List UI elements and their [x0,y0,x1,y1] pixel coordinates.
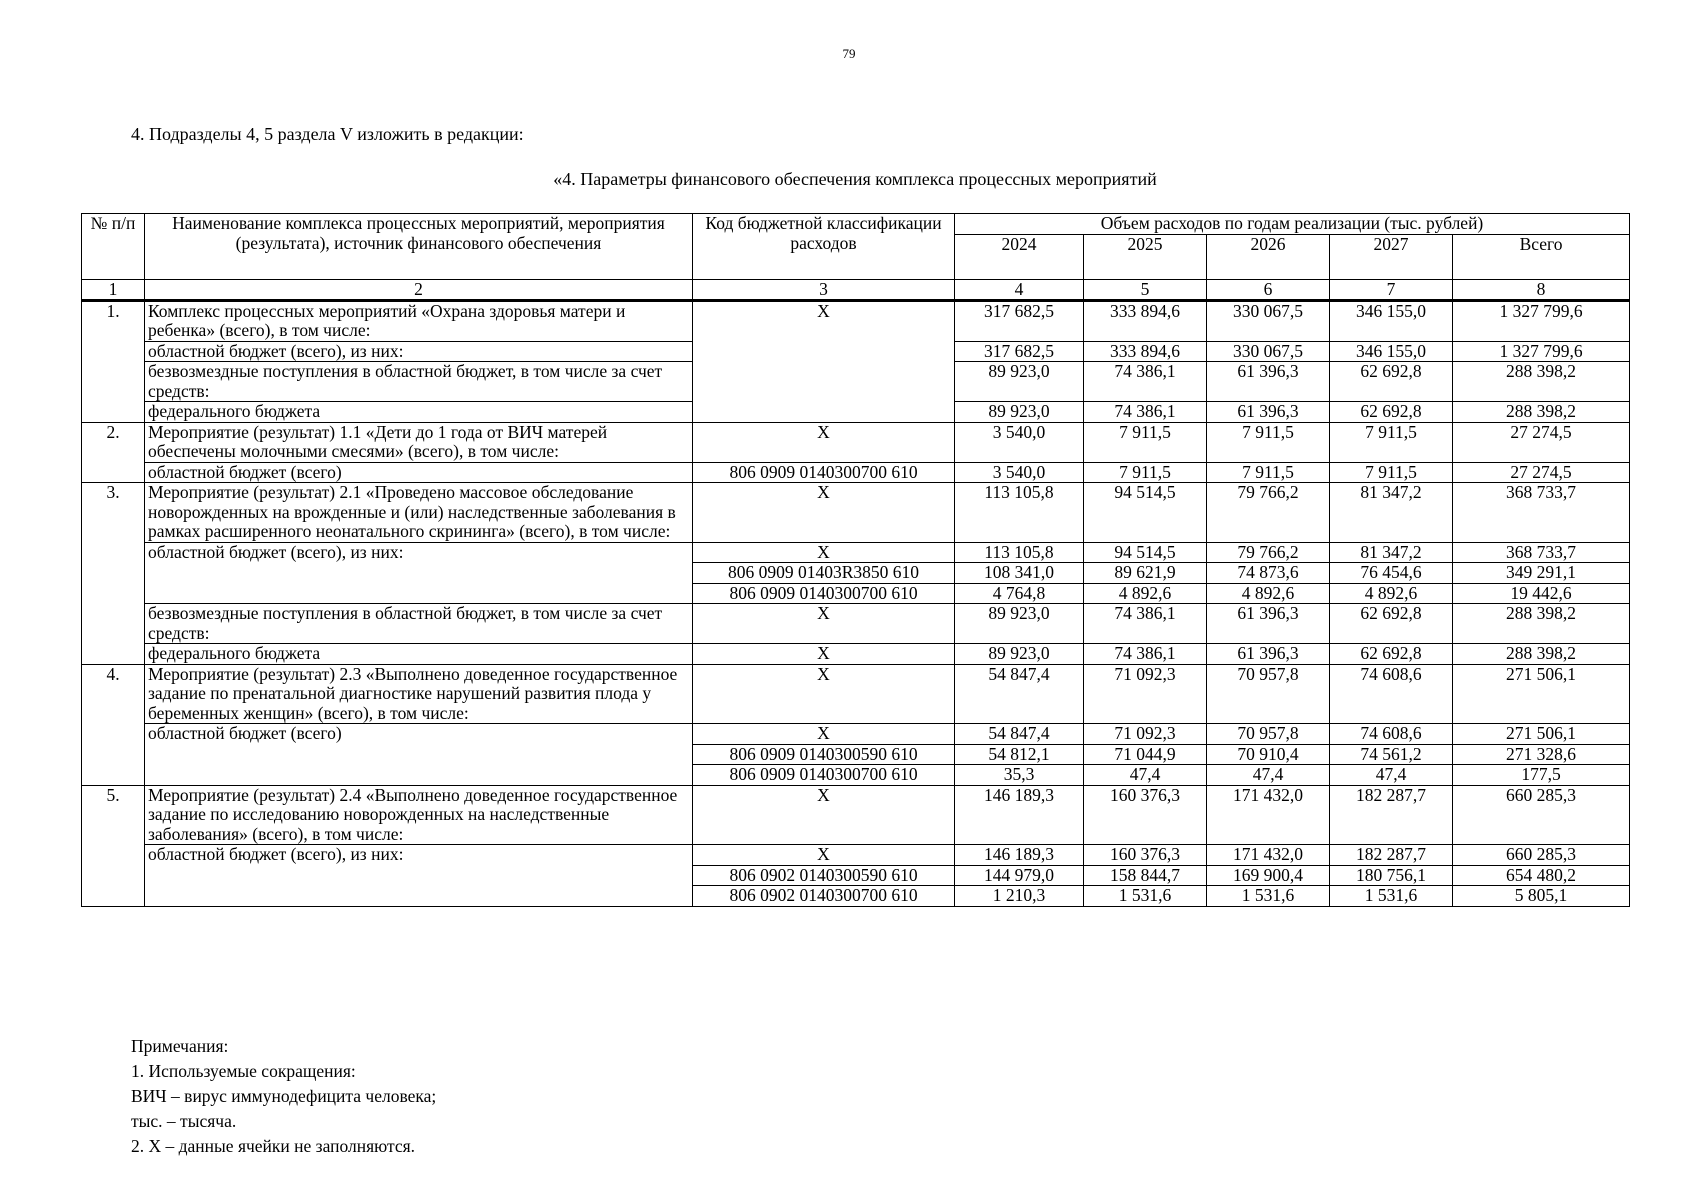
total-cell: 271 506,1 [1453,664,1630,724]
value-cell: 94 514,5 [1084,542,1207,563]
value-cell: 7 911,5 [1207,422,1330,462]
row-code: 806 0902 0140300700 610 [693,886,955,907]
column-number: 5 [1084,279,1207,300]
row-number: 3. [82,483,145,665]
row-code: 806 0909 0140300590 610 [693,744,955,765]
column-number: 8 [1453,279,1630,300]
total-cell: 27 274,5 [1453,462,1630,483]
row-number: 1. [82,300,145,422]
row-name: областной бюджет (всего) [145,724,693,786]
row-code: X [693,300,955,422]
column-number: 2 [145,279,693,300]
row-number: 2. [82,422,145,483]
value-cell: 74 386,1 [1084,402,1207,423]
row-name: безвозмездные поступления в областной бюджет, в том числе за счет средств: [145,604,693,644]
note-line: тыс. – тысяча. [131,1111,237,1131]
financing-table [81,213,1630,907]
value-cell: 70 957,8 [1207,664,1330,724]
header-year: 2027 [1330,234,1453,279]
row-name: Комплекс процессных мероприятий «Охрана здоровья матери и ребенка» (всего), в том числе: [145,300,693,341]
total-cell: 368 733,7 [1453,483,1630,543]
total-cell: 177,5 [1453,765,1630,786]
header-name: Наименование комплекса процессных мероприятий, мероприятия (результата), источник финансового обеспечения [145,214,693,280]
table-row [82,483,1630,543]
row-name: безвозмездные поступления в областной бюджет, в том числе за счет средств: [145,362,693,402]
value-cell: 1 531,6 [1207,886,1330,907]
value-cell: 62 692,8 [1330,644,1453,665]
header-year: 2026 [1207,234,1330,279]
row-name: федерального бюджета [145,402,693,423]
value-cell: 47,4 [1330,765,1453,786]
row-name: областной бюджет (всего), из них: [145,341,693,362]
total-cell: 368 733,7 [1453,542,1630,563]
row-name: Мероприятие (результат) 1.1 «Дети до 1 года от ВИЧ матерей обеспечены молочными смесями» (всего), в том числе: [145,422,693,462]
table-row [82,542,1630,563]
value-cell: 146 189,3 [955,785,1084,845]
value-cell: 62 692,8 [1330,604,1453,644]
value-cell: 333 894,6 [1084,300,1207,341]
value-cell: 71 092,3 [1084,724,1207,745]
value-cell: 160 376,3 [1084,845,1207,866]
value-cell: 89 923,0 [955,402,1084,423]
row-name: областной бюджет (всего), из них: [145,845,693,907]
value-cell: 160 376,3 [1084,785,1207,845]
value-cell: 7 911,5 [1207,462,1330,483]
value-cell: 1 210,3 [955,886,1084,907]
value-cell: 62 692,8 [1330,402,1453,423]
total-cell: 288 398,2 [1453,362,1630,402]
row-code: X [693,542,955,563]
row-code: X [693,604,955,644]
value-cell: 4 892,6 [1207,583,1330,604]
table-row [82,724,1630,745]
value-cell: 182 287,7 [1330,845,1453,866]
value-cell: 346 155,0 [1330,300,1453,341]
value-cell: 71 044,9 [1084,744,1207,765]
value-cell: 47,4 [1084,765,1207,786]
header-total: Всего [1453,234,1630,279]
total-cell: 654 480,2 [1453,865,1630,886]
value-cell: 4 764,8 [955,583,1084,604]
value-cell: 89 923,0 [955,362,1084,402]
total-cell: 288 398,2 [1453,604,1630,644]
value-cell: 108 341,0 [955,563,1084,584]
value-cell: 171 432,0 [1207,845,1330,866]
value-cell: 76 454,6 [1330,563,1453,584]
note-line: 2. X – данные ячейки не заполняются. [131,1136,416,1156]
row-code: X [693,724,955,745]
header-row [82,214,1630,235]
table-row [82,462,1630,483]
value-cell: 169 900,4 [1207,865,1330,886]
value-cell: 79 766,2 [1207,483,1330,543]
page-number: 79 [842,46,856,61]
value-cell: 7 911,5 [1330,462,1453,483]
value-cell: 62 692,8 [1330,362,1453,402]
value-cell: 74 608,6 [1330,724,1453,745]
value-cell: 74 386,1 [1084,362,1207,402]
value-cell: 61 396,3 [1207,644,1330,665]
value-cell: 182 287,7 [1330,785,1453,845]
total-cell: 27 274,5 [1453,422,1630,462]
value-cell: 94 514,5 [1084,483,1207,543]
value-cell: 47,4 [1207,765,1330,786]
row-code: X [693,422,955,462]
row-name: Мероприятие (результат) 2.3 «Выполнено доведенное государственное задание по пренатальной диагностике нарушений развития плода у беременных женщин» (всего), в том числе: [145,664,693,724]
value-cell: 61 396,3 [1207,402,1330,423]
value-cell: 1 531,6 [1084,886,1207,907]
column-number: 4 [955,279,1084,300]
note-line: ВИЧ – вирус иммунодефицита человека; [131,1086,437,1106]
value-cell: 79 766,2 [1207,542,1330,563]
value-cell: 317 682,5 [955,341,1084,362]
value-cell: 146 189,3 [955,845,1084,866]
row-code: 806 0909 0140300700 610 [693,765,955,786]
column-number: 6 [1207,279,1330,300]
column-number: 3 [693,279,955,300]
total-cell: 288 398,2 [1453,644,1630,665]
table-row [82,785,1630,845]
header-code: Код бюджетной классификации расходов [693,214,955,280]
value-cell: 180 756,1 [1330,865,1453,886]
row-code: 806 0909 01403R3850 610 [693,563,955,584]
value-cell: 7 911,5 [1084,422,1207,462]
row-code: 806 0902 0140300590 610 [693,865,955,886]
value-cell: 74 386,1 [1084,604,1207,644]
row-number: 4. [82,664,145,785]
value-cell: 3 540,0 [955,462,1084,483]
value-cell: 89 923,0 [955,604,1084,644]
value-cell: 113 105,8 [955,542,1084,563]
value-cell: 74 386,1 [1084,644,1207,665]
row-name: Мероприятие (результат) 2.4 «Выполнено доведенное государственное задание по исследованию новорожденных на наследственные заболевания» (всего), в том числе: [145,785,693,845]
value-cell: 35,3 [955,765,1084,786]
intro-text: 4. Подразделы 4, 5 раздела V изложить в редакции: [131,124,524,144]
value-cell: 333 894,6 [1084,341,1207,362]
total-cell: 1 327 799,6 [1453,341,1630,362]
table-row [82,604,1630,644]
value-cell: 346 155,0 [1330,341,1453,362]
table-row [82,422,1630,462]
row-name: федерального бюджета [145,644,693,665]
row-code: 806 0909 0140300700 610 [693,462,955,483]
value-cell: 7 911,5 [1330,422,1453,462]
total-cell: 19 442,6 [1453,583,1630,604]
value-cell: 54 847,4 [955,664,1084,724]
value-cell: 54 847,4 [955,724,1084,745]
value-cell: 70 957,8 [1207,724,1330,745]
total-cell: 271 506,1 [1453,724,1630,745]
total-cell: 660 285,3 [1453,845,1630,866]
value-cell: 330 067,5 [1207,300,1330,341]
value-cell: 7 911,5 [1084,462,1207,483]
note-line: 1. Используемые сокращения: [131,1061,356,1081]
value-cell: 144 979,0 [955,865,1084,886]
notes-heading: Примечания: [131,1036,229,1056]
column-number: 7 [1330,279,1453,300]
row-name: областной бюджет (всего), из них: [145,542,693,604]
table-row [82,300,1630,341]
row-code: X [693,483,955,543]
value-cell: 3 540,0 [955,422,1084,462]
row-code: X [693,664,955,724]
value-cell: 61 396,3 [1207,362,1330,402]
row-name: областной бюджет (всего) [145,462,693,483]
notes [131,1034,436,1159]
value-cell: 89 923,0 [955,644,1084,665]
row-code: X [693,785,955,845]
row-code: 806 0909 0140300700 610 [693,583,955,604]
row-number: 5. [82,785,145,906]
total-cell: 349 291,1 [1453,563,1630,584]
header-num: № п/п [82,214,145,280]
value-cell: 330 067,5 [1207,341,1330,362]
value-cell: 74 873,6 [1207,563,1330,584]
header-year: 2024 [955,234,1084,279]
value-cell: 158 844,7 [1084,865,1207,886]
column-number: 1 [82,279,145,300]
total-cell: 5 805,1 [1453,886,1630,907]
row-code: X [693,644,955,665]
value-cell: 1 531,6 [1330,886,1453,907]
value-cell: 171 432,0 [1207,785,1330,845]
value-cell: 70 910,4 [1207,744,1330,765]
value-cell: 74 561,2 [1330,744,1453,765]
value-cell: 113 105,8 [955,483,1084,543]
header-year: 2025 [1084,234,1207,279]
value-cell: 71 092,3 [1084,664,1207,724]
value-cell: 4 892,6 [1084,583,1207,604]
total-cell: 271 328,6 [1453,744,1630,765]
value-cell: 74 608,6 [1330,664,1453,724]
total-cell: 660 285,3 [1453,785,1630,845]
table-row [82,664,1630,724]
section-title: «4. Параметры финансового обеспечения комплекса процессных мероприятий [553,169,1157,189]
value-cell: 89 621,9 [1084,563,1207,584]
table-row [82,845,1630,866]
header-volume: Объем расходов по годам реализации (тыс. рублей) [955,214,1630,235]
table-row [82,644,1630,665]
value-cell: 4 892,6 [1330,583,1453,604]
row-code: X [693,845,955,866]
total-cell: 1 327 799,6 [1453,300,1630,341]
row-name: Мероприятие (результат) 2.1 «Проведено массовое обследование новорожденных на врожденные и (или) наследственные заболевания в рамках расширенного неонатального скрининга» (всего), в том числе: [145,483,693,543]
column-numbers-row [82,279,1630,300]
value-cell: 81 347,2 [1330,542,1453,563]
value-cell: 54 812,1 [955,744,1084,765]
value-cell: 61 396,3 [1207,604,1330,644]
value-cell: 81 347,2 [1330,483,1453,543]
total-cell: 288 398,2 [1453,402,1630,423]
value-cell: 317 682,5 [955,300,1084,341]
